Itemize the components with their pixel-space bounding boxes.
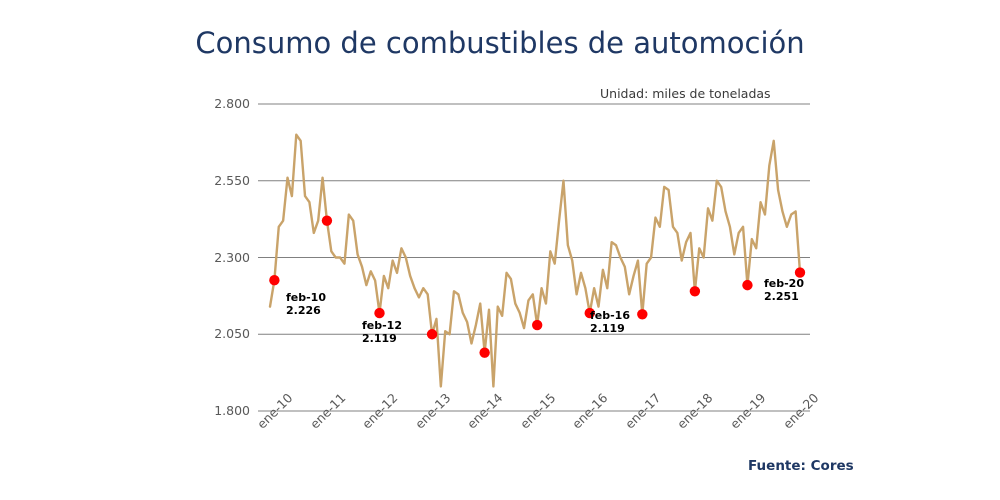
data-point-marker [322,215,332,225]
annotation-feb-12-label: feb-12 [362,319,402,332]
x-axis-tick-label: ene-16 [569,390,611,432]
annotation-feb-16-value: 2.119 [590,321,625,335]
annotation-feb-16-label: feb-16 [590,309,630,322]
annotation-feb-12-value: 2.119 [362,331,397,345]
x-axis-tick-label: ene-12 [359,390,401,432]
x-axis-tick-label: ene-20 [779,390,822,432]
data-point-marker [742,280,752,290]
annotation-feb-20 [764,278,804,303]
y-axis-tick-label: 2.550 [214,172,250,188]
x-axis-tick-label: ene-19 [727,390,769,432]
chart-title: Consumo de combustibles de automoción [195,26,805,60]
data-point-marker [427,329,437,339]
x-axis-tick-label: ene-11 [306,390,349,432]
data-point-marker [269,275,279,285]
y-axis-tick-label: 1.800 [214,403,250,418]
data-point-marker [374,308,384,318]
data-point-marker [637,309,647,319]
annotation-feb-12 [362,320,402,345]
y-axis-tick-label: 2.800 [214,96,250,111]
y-axis-tick-label: 2.300 [214,249,250,265]
data-point-marker [532,320,542,330]
annotation-feb-10-label: feb-10 [286,291,326,304]
highlight-markers [269,215,805,357]
data-point-marker [479,347,489,357]
x-axis-tick-label: ene-13 [411,390,454,432]
x-axis-tick-label: ene-15 [516,390,559,432]
annotation-feb-10 [286,292,326,317]
annotation-feb-10-value: 2.226 [286,303,321,317]
source-label: Fuente: Cores [748,458,854,474]
y-axis-tick-label: 2.050 [214,326,250,342]
x-axis-tick-label: ene-14 [464,390,506,432]
x-axis-tick-label: ene-17 [621,390,664,432]
x-axis-tick-label: ene-18 [674,390,717,432]
unit-label: Unidad: miles de toneladas [600,86,771,101]
annotation-feb-16 [590,310,630,335]
data-point-marker [690,286,700,296]
annotation-feb-20-label: feb-20 [764,277,804,290]
annotation-feb-20-value: 2.251 [764,289,799,303]
series-line [270,135,800,387]
x-axis-tick-label: ene-10 [254,390,296,432]
